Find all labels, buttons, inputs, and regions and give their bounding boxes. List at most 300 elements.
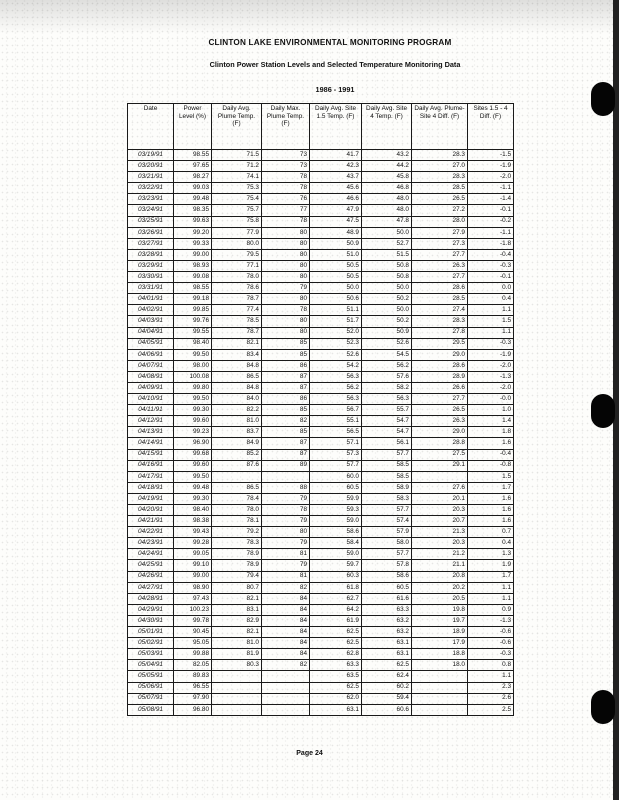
date-cell: 04/11/91: [128, 405, 174, 416]
value-cell: 1.4: [468, 416, 514, 427]
value-cell: 82.1: [212, 338, 262, 349]
value-cell: 86.5: [212, 482, 262, 493]
value-cell: 84.8: [212, 360, 262, 371]
value-cell: 43.7: [310, 172, 362, 183]
value-cell: 97.65: [174, 161, 212, 172]
date-cell: 04/09/91: [128, 382, 174, 393]
value-cell: 99.85: [174, 305, 212, 316]
value-cell: 78.9: [212, 549, 262, 560]
value-cell: 29.0: [412, 427, 468, 438]
value-cell: 28.5: [412, 294, 468, 305]
value-cell: 52.3: [310, 338, 362, 349]
value-cell: 59.3: [310, 505, 362, 516]
value-cell: 56.2: [310, 382, 362, 393]
value-cell: 78.6: [212, 283, 262, 294]
value-cell: 79: [262, 538, 310, 549]
value-cell: 57.3: [310, 449, 362, 460]
value-cell: -1.9: [468, 161, 514, 172]
value-cell: -1.1: [468, 227, 514, 238]
date-cell: 04/23/91: [128, 538, 174, 549]
table-row: [128, 161, 514, 172]
value-cell: 63.1: [362, 649, 412, 660]
value-cell: 61.6: [362, 593, 412, 604]
value-cell: 20.2: [412, 582, 468, 593]
column-header: Daily Avg. Site 1.5 Temp. (F): [310, 104, 362, 150]
value-cell: 80.7: [212, 582, 262, 593]
value-cell: 79.2: [212, 527, 262, 538]
value-cell: 78.0: [212, 505, 262, 516]
value-cell: 58.0: [362, 538, 412, 549]
value-cell: 58.9: [362, 482, 412, 493]
value-cell: 20.7: [412, 516, 468, 527]
date-cell: 03/22/91: [128, 183, 174, 194]
value-cell: 20.5: [412, 593, 468, 604]
date-cell: 05/06/91: [128, 682, 174, 693]
value-cell: 27.7: [412, 249, 468, 260]
value-cell: 27.3: [412, 238, 468, 249]
value-cell: 28.3: [412, 172, 468, 183]
value-cell: 56.1: [362, 438, 412, 449]
value-cell: 60.0: [310, 471, 362, 482]
value-cell: 1.3: [468, 549, 514, 560]
value-cell: 26.5: [412, 405, 468, 416]
value-cell: 85: [262, 405, 310, 416]
value-cell: 1.1: [468, 593, 514, 604]
value-cell: 58.5: [362, 460, 412, 471]
value-cell: -2.0: [468, 172, 514, 183]
value-cell: 1.6: [468, 438, 514, 449]
value-cell: 80: [262, 527, 310, 538]
value-cell: 2.5: [468, 704, 514, 715]
date-cell: 04/22/91: [128, 527, 174, 538]
table-row: [128, 682, 514, 693]
value-cell: 78.9: [212, 560, 262, 571]
value-cell: [262, 693, 310, 704]
value-cell: 48.0: [362, 194, 412, 205]
date-cell: 04/12/91: [128, 416, 174, 427]
date-cell: 04/15/91: [128, 449, 174, 460]
value-cell: 27.8: [412, 327, 468, 338]
table-row: [128, 693, 514, 704]
value-cell: 56.3: [362, 394, 412, 405]
value-cell: -1.4: [468, 194, 514, 205]
value-cell: 81.9: [212, 649, 262, 660]
value-cell: 50.2: [362, 294, 412, 305]
value-cell: 62.7: [310, 593, 362, 604]
value-cell: 58.2: [362, 382, 412, 393]
value-cell: 63.3: [310, 660, 362, 671]
value-cell: 84.0: [212, 394, 262, 405]
value-cell: 88: [262, 482, 310, 493]
punch-hole-middle: [591, 394, 615, 428]
value-cell: 84.9: [212, 438, 262, 449]
value-cell: -0.3: [468, 260, 514, 271]
value-cell: -1.9: [468, 349, 514, 360]
date-cell: 04/24/91: [128, 549, 174, 560]
value-cell: 47.9: [310, 205, 362, 216]
value-cell: 80: [262, 249, 310, 260]
value-cell: 57.9: [362, 527, 412, 538]
value-cell: 64.2: [310, 604, 362, 615]
value-cell: 28.6: [412, 360, 468, 371]
value-cell: 99.33: [174, 238, 212, 249]
value-cell: 73: [262, 150, 310, 161]
scan-shadow-top: [0, 0, 619, 34]
value-cell: 99.30: [174, 493, 212, 504]
value-cell: 27.4: [412, 305, 468, 316]
value-cell: 59.7: [310, 560, 362, 571]
value-cell: 57.4: [362, 516, 412, 527]
value-cell: 29.0: [412, 349, 468, 360]
value-cell: -0.1: [468, 272, 514, 283]
value-cell: 60.2: [362, 682, 412, 693]
table-row: [128, 582, 514, 593]
value-cell: 98.90: [174, 582, 212, 593]
value-cell: 99.63: [174, 216, 212, 227]
value-cell: -1.1: [468, 183, 514, 194]
value-cell: 99.76: [174, 316, 212, 327]
value-cell: 1.6: [468, 516, 514, 527]
value-cell: 99.55: [174, 327, 212, 338]
value-cell: 26.5: [412, 194, 468, 205]
value-cell: [412, 704, 468, 715]
value-cell: 27.0: [412, 161, 468, 172]
value-cell: 1.1: [468, 305, 514, 316]
value-cell: -0.3: [468, 649, 514, 660]
value-cell: 26.3: [412, 416, 468, 427]
value-cell: 87: [262, 382, 310, 393]
value-cell: 62.5: [310, 638, 362, 649]
value-cell: 19.8: [412, 604, 468, 615]
value-cell: 56.3: [310, 394, 362, 405]
value-cell: 99.78: [174, 615, 212, 626]
date-cell: 03/19/91: [128, 150, 174, 161]
value-cell: 98.55: [174, 283, 212, 294]
value-cell: 55.7: [362, 405, 412, 416]
value-cell: 0.8: [468, 660, 514, 671]
date-cell: 04/19/91: [128, 493, 174, 504]
table-row: [128, 260, 514, 271]
value-cell: 82.1: [212, 627, 262, 638]
value-cell: 50.5: [310, 260, 362, 271]
column-header: Daily Avg. Site 4 Temp. (F): [362, 104, 412, 150]
table-header-row: [128, 104, 514, 150]
value-cell: 99.03: [174, 183, 212, 194]
value-cell: 50.2: [362, 316, 412, 327]
date-cell: 03/28/91: [128, 249, 174, 260]
column-header: Daily Max. Plume Temp. (F): [262, 104, 310, 150]
value-cell: 95.05: [174, 638, 212, 649]
column-header: Daily Avg. Plume Temp. (F): [212, 104, 262, 150]
value-cell: [212, 682, 262, 693]
date-cell: 04/30/91: [128, 615, 174, 626]
value-cell: 58.4: [310, 538, 362, 549]
value-cell: 82: [262, 660, 310, 671]
value-cell: [212, 671, 262, 682]
value-cell: 1.1: [468, 327, 514, 338]
value-cell: 80: [262, 238, 310, 249]
value-cell: 20.8: [412, 571, 468, 582]
table-row: [128, 183, 514, 194]
value-cell: 57.7: [362, 449, 412, 460]
column-header: Daily Avg. Plume-Site 4 Diff. (F): [412, 104, 468, 150]
value-cell: [212, 471, 262, 482]
value-cell: 80.3: [212, 660, 262, 671]
table-row: [128, 349, 514, 360]
date-cell: 03/27/91: [128, 238, 174, 249]
value-cell: 17.9: [412, 638, 468, 649]
value-cell: -2.0: [468, 360, 514, 371]
punch-hole-top: [591, 82, 615, 116]
value-cell: 52.0: [310, 327, 362, 338]
value-cell: 86.5: [212, 371, 262, 382]
value-cell: 87: [262, 438, 310, 449]
value-cell: 99.88: [174, 649, 212, 660]
value-cell: 99.10: [174, 560, 212, 571]
table-row: [128, 571, 514, 582]
date-cell: 05/04/91: [128, 660, 174, 671]
date-cell: 05/08/91: [128, 704, 174, 715]
value-cell: 75.4: [212, 194, 262, 205]
table-row: [128, 394, 514, 405]
value-cell: 27.7: [412, 394, 468, 405]
value-cell: -1.3: [468, 371, 514, 382]
value-cell: 79.5: [212, 249, 262, 260]
value-cell: 42.3: [310, 161, 362, 172]
value-cell: 26.3: [412, 260, 468, 271]
value-cell: 96.80: [174, 704, 212, 715]
value-cell: 82.1: [212, 593, 262, 604]
value-cell: 98.40: [174, 505, 212, 516]
value-cell: 1.1: [468, 671, 514, 682]
table-row: [128, 216, 514, 227]
date-cell: 05/03/91: [128, 649, 174, 660]
value-cell: 1.6: [468, 493, 514, 504]
date-cell: 04/20/91: [128, 505, 174, 516]
table-row: [128, 150, 514, 161]
table-row: [128, 649, 514, 660]
value-cell: 81: [262, 571, 310, 582]
document-title: CLINTON LAKE ENVIRONMENTAL MONITORING PROGRAM: [208, 38, 452, 47]
value-cell: 80: [262, 294, 310, 305]
value-cell: 81.0: [212, 416, 262, 427]
table-row: [128, 272, 514, 283]
table-row: [128, 549, 514, 560]
value-cell: 50.5: [310, 272, 362, 283]
value-cell: 79.4: [212, 571, 262, 582]
value-cell: 99.60: [174, 460, 212, 471]
value-cell: 46.6: [310, 194, 362, 205]
date-cell: 04/21/91: [128, 516, 174, 527]
value-cell: -0.4: [468, 249, 514, 260]
value-cell: 99.60: [174, 416, 212, 427]
value-cell: 26.6: [412, 382, 468, 393]
value-cell: 56.3: [310, 371, 362, 382]
value-cell: 87: [262, 371, 310, 382]
value-cell: 71.2: [212, 161, 262, 172]
value-cell: 20.3: [412, 538, 468, 549]
value-cell: 28.3: [412, 150, 468, 161]
value-cell: 28.0: [412, 216, 468, 227]
value-cell: 99.50: [174, 349, 212, 360]
value-cell: 28.3: [412, 316, 468, 327]
table-row: [128, 493, 514, 504]
date-cell: 04/06/91: [128, 349, 174, 360]
value-cell: 78.4: [212, 493, 262, 504]
date-cell: 04/26/91: [128, 571, 174, 582]
table-row: [128, 371, 514, 382]
value-cell: 78.7: [212, 327, 262, 338]
value-cell: 85.2: [212, 449, 262, 460]
value-cell: 51.5: [362, 249, 412, 260]
date-cell: 04/18/91: [128, 482, 174, 493]
year-range: 1986 - 1991: [315, 85, 355, 94]
value-cell: 84: [262, 604, 310, 615]
value-cell: 27.2: [412, 205, 468, 216]
date-cell: 05/05/91: [128, 671, 174, 682]
value-cell: 50.0: [362, 283, 412, 294]
value-cell: 99.20: [174, 227, 212, 238]
value-cell: 45.6: [310, 183, 362, 194]
value-cell: [262, 682, 310, 693]
value-cell: 43.2: [362, 150, 412, 161]
value-cell: 59.4: [362, 693, 412, 704]
value-cell: 99.50: [174, 471, 212, 482]
date-cell: 05/07/91: [128, 693, 174, 704]
value-cell: 97.90: [174, 693, 212, 704]
value-cell: 41.7: [310, 150, 362, 161]
value-cell: -0.8: [468, 460, 514, 471]
table-row: [128, 471, 514, 482]
value-cell: -1.5: [468, 150, 514, 161]
value-cell: 99.50: [174, 394, 212, 405]
value-cell: 80.0: [212, 238, 262, 249]
value-cell: 63.5: [310, 671, 362, 682]
table-row: [128, 516, 514, 527]
value-cell: 84: [262, 627, 310, 638]
value-cell: 27.5: [412, 449, 468, 460]
date-cell: 04/29/91: [128, 604, 174, 615]
value-cell: 28.9: [412, 371, 468, 382]
value-cell: 77: [262, 205, 310, 216]
value-cell: 73: [262, 161, 310, 172]
value-cell: 1.5: [468, 471, 514, 482]
value-cell: 57.7: [362, 549, 412, 560]
table-row: [128, 527, 514, 538]
value-cell: 99.80: [174, 382, 212, 393]
value-cell: 19.7: [412, 615, 468, 626]
table-body: [128, 150, 514, 716]
date-cell: 04/17/91: [128, 471, 174, 482]
value-cell: [412, 693, 468, 704]
value-cell: 2.3: [468, 682, 514, 693]
value-cell: 50.6: [310, 294, 362, 305]
value-cell: 82: [262, 416, 310, 427]
value-cell: 56.5: [310, 427, 362, 438]
value-cell: 79: [262, 283, 310, 294]
value-cell: 50.0: [362, 227, 412, 238]
date-cell: 04/07/91: [128, 360, 174, 371]
value-cell: 63.2: [362, 627, 412, 638]
value-cell: 29.5: [412, 338, 468, 349]
table-row: [128, 205, 514, 216]
value-cell: 99.08: [174, 272, 212, 283]
table-row: [128, 405, 514, 416]
value-cell: 51.7: [310, 316, 362, 327]
date-cell: 04/02/91: [128, 305, 174, 316]
table-row: [128, 460, 514, 471]
value-cell: 61.9: [310, 615, 362, 626]
value-cell: 99.28: [174, 538, 212, 549]
date-cell: 03/21/91: [128, 172, 174, 183]
table-row: [128, 382, 514, 393]
value-cell: 57.6: [362, 371, 412, 382]
value-cell: 86: [262, 394, 310, 405]
value-cell: 75.8: [212, 216, 262, 227]
value-cell: 74.1: [212, 172, 262, 183]
value-cell: 50.8: [362, 260, 412, 271]
value-cell: 85: [262, 427, 310, 438]
value-cell: 62.5: [362, 660, 412, 671]
value-cell: 48.0: [362, 205, 412, 216]
value-cell: 75.3: [212, 183, 262, 194]
value-cell: 77.1: [212, 260, 262, 271]
value-cell: 27.6: [412, 482, 468, 493]
value-cell: 96.55: [174, 682, 212, 693]
value-cell: 71.5: [212, 150, 262, 161]
table-row: [128, 505, 514, 516]
value-cell: 98.00: [174, 360, 212, 371]
date-cell: 04/01/91: [128, 294, 174, 305]
table-row: [128, 593, 514, 604]
value-cell: 47.8: [362, 216, 412, 227]
value-cell: 60.5: [362, 582, 412, 593]
value-cell: 85: [262, 349, 310, 360]
value-cell: 59.0: [310, 516, 362, 527]
table-row: [128, 538, 514, 549]
value-cell: 79: [262, 560, 310, 571]
value-cell: -1.3: [468, 615, 514, 626]
value-cell: 21.2: [412, 549, 468, 560]
table-row: [128, 172, 514, 183]
table-row: [128, 316, 514, 327]
value-cell: [212, 693, 262, 704]
value-cell: -0.2: [468, 216, 514, 227]
value-cell: 48.9: [310, 227, 362, 238]
value-cell: 63.2: [362, 615, 412, 626]
value-cell: 83.7: [212, 427, 262, 438]
value-cell: 80: [262, 327, 310, 338]
value-cell: 98.40: [174, 338, 212, 349]
value-cell: 83.4: [212, 349, 262, 360]
value-cell: 62.5: [310, 627, 362, 638]
value-cell: 78.5: [212, 316, 262, 327]
value-cell: 21.3: [412, 527, 468, 538]
value-cell: 99.23: [174, 427, 212, 438]
value-cell: 63.1: [310, 704, 362, 715]
value-cell: 1.1: [468, 582, 514, 593]
date-cell: 04/14/91: [128, 438, 174, 449]
value-cell: 58.6: [362, 571, 412, 582]
value-cell: 44.2: [362, 161, 412, 172]
value-cell: 51.0: [310, 249, 362, 260]
value-cell: 89.83: [174, 671, 212, 682]
value-cell: 1.9: [468, 560, 514, 571]
value-cell: 99.48: [174, 482, 212, 493]
value-cell: 82.05: [174, 660, 212, 671]
value-cell: 58.5: [362, 471, 412, 482]
date-cell: 03/30/91: [128, 272, 174, 283]
